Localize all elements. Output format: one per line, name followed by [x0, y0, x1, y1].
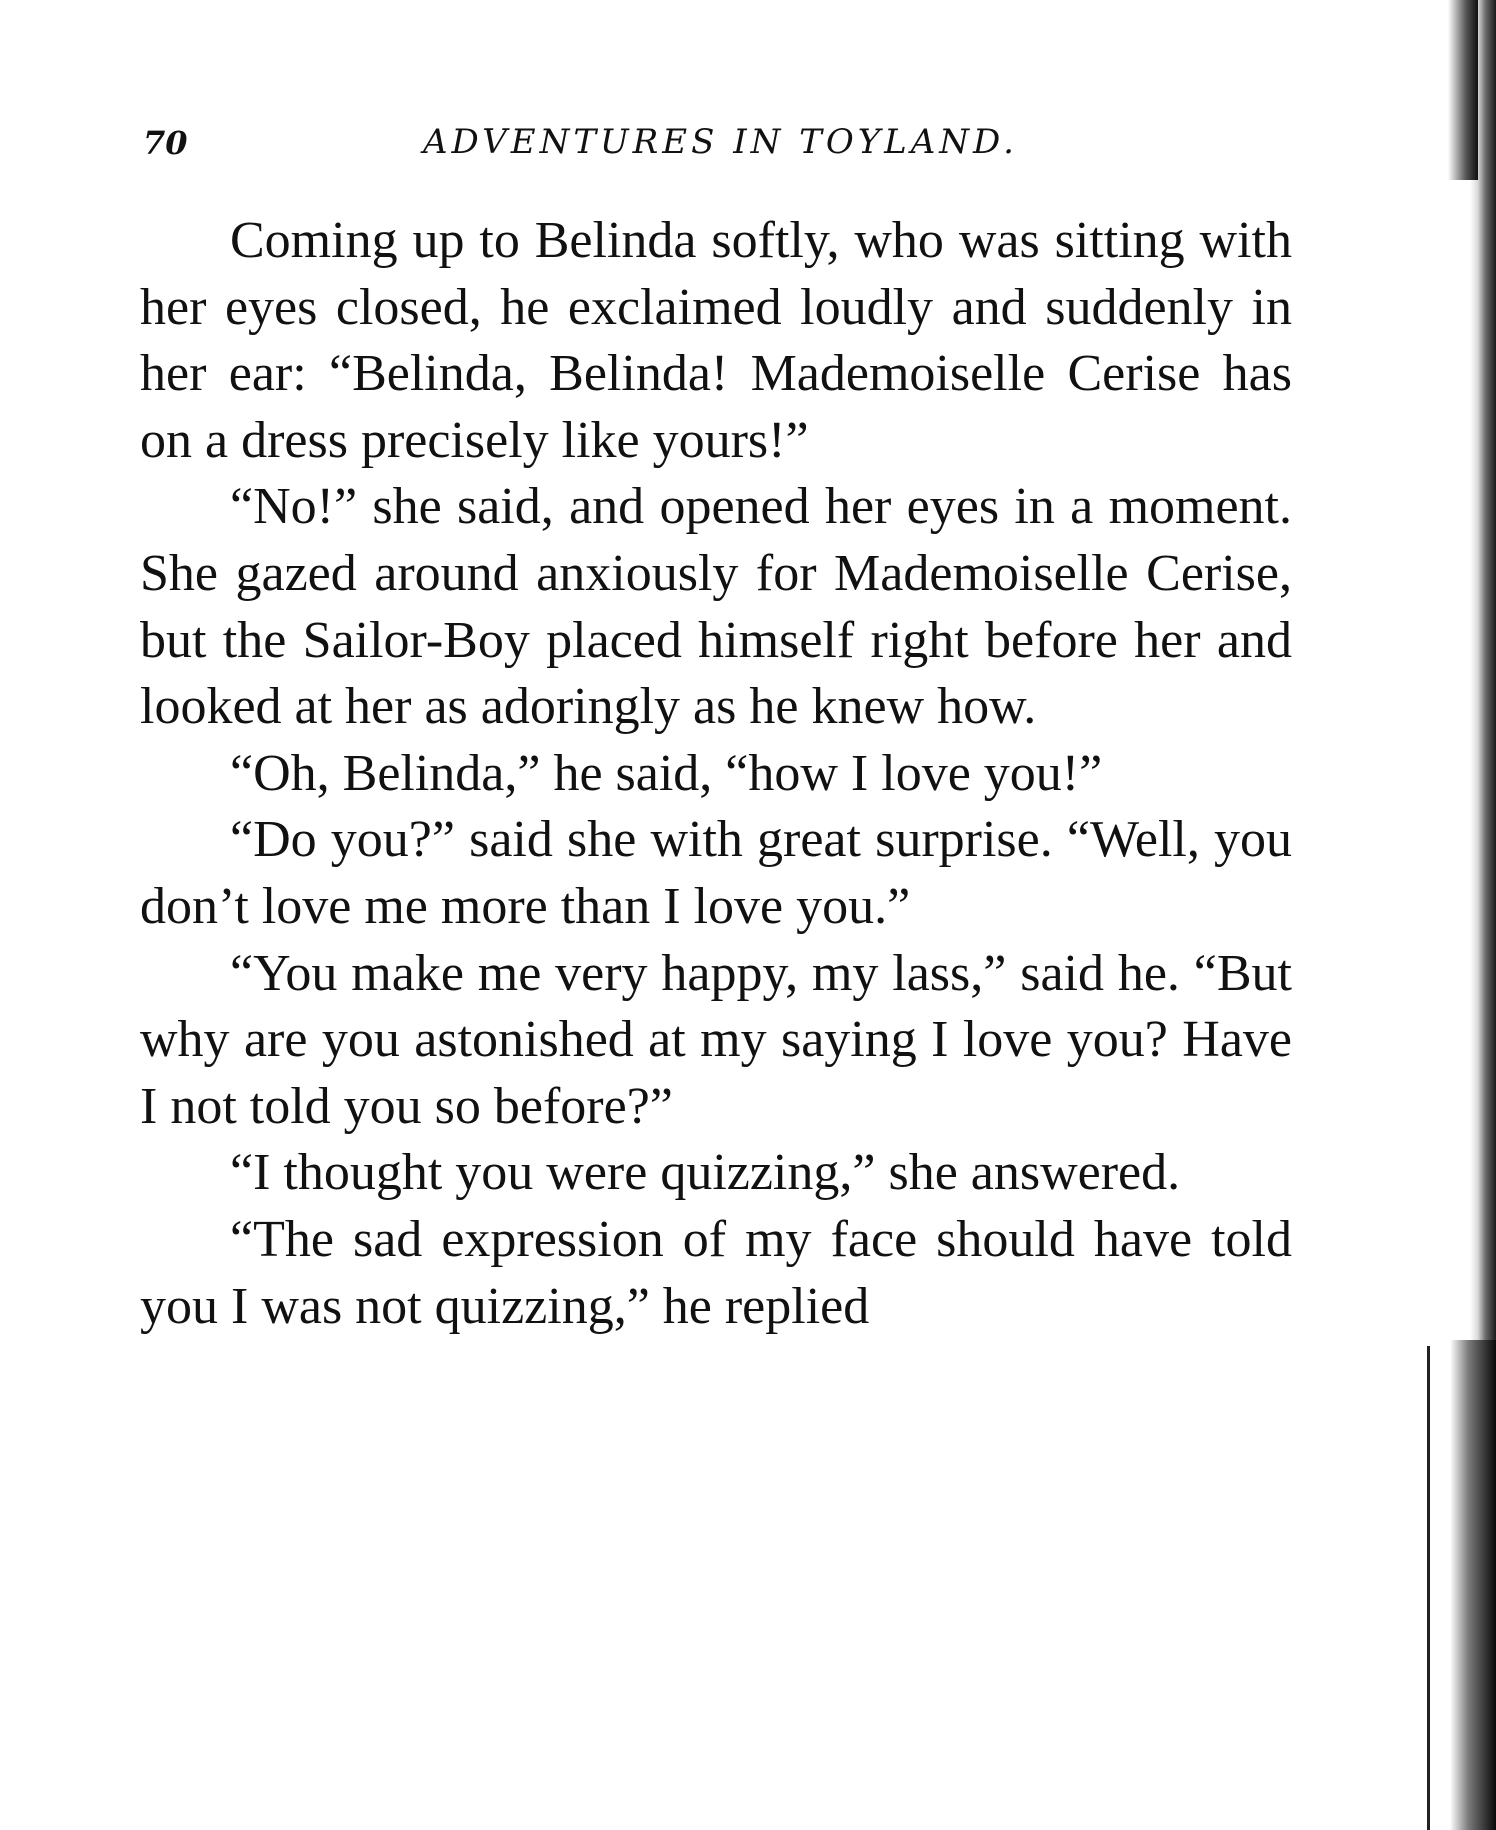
- paragraph: Coming up to Belinda softly, who was sitting with her eyes closed, he exclaimed loudly and suddenly in her ear: “Belinda, Belinda! Mademoiselle Cerise has on a dress precisely like yours!”: [140, 212, 1292, 469]
- paragraph: “I thought you were quizzing,” she answered.: [230, 1144, 1181, 1202]
- paragraph: “Do you?” said she with great surprise. “Well, you don’t love me more than I love you.”: [140, 811, 1292, 935]
- body-text: [140, 208, 1292, 1340]
- page-number: 70: [143, 124, 188, 162]
- running-head: [143, 116, 1293, 176]
- page-edge-line: [1427, 1346, 1430, 1830]
- paragraph: “You make me very happy, my lass,” said he. “But why are you astonished at my saying I love you? Have I not told you so before?”: [140, 944, 1292, 1135]
- paragraph: “No!” she said, and opened her eyes in a moment. She gazed around anxiously for Mademoiselle Cerise, but the Sailor-Boy placed himself right before her and looked at her as adoringly as he knew how.: [140, 478, 1292, 736]
- page-edge-shadow-bottom: [1450, 1340, 1496, 1830]
- page-edge-shadow-top: [1448, 0, 1478, 180]
- paragraph: “Oh, Belinda,” he said, “how I love you!”: [230, 744, 1103, 802]
- book-title: ADVENTURES IN TOYLAND.: [423, 122, 1018, 162]
- paragraph: “The sad expression of my face should have told you I was not quizzing,” he replied: [140, 1210, 1292, 1335]
